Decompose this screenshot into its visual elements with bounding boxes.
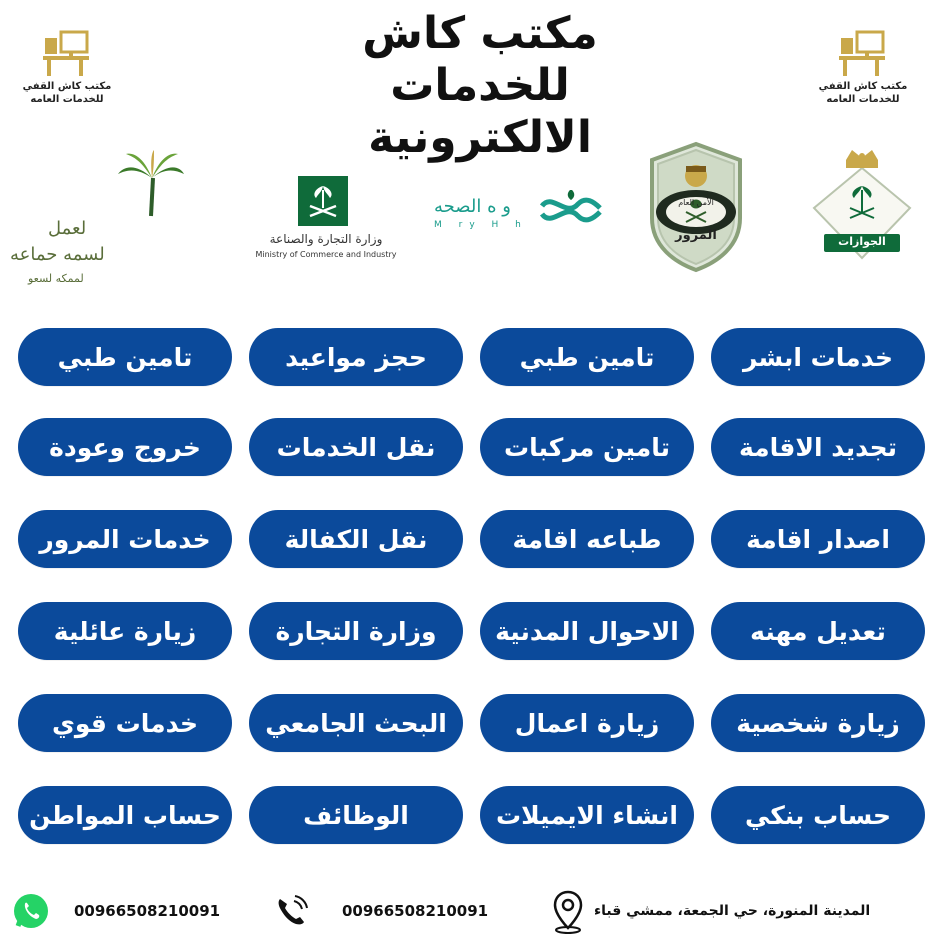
- health-ministry-logo: [430, 186, 606, 236]
- service-button[interactable]: تجديد الاقامة: [711, 418, 925, 476]
- service-button[interactable]: الاحوال المدنية: [480, 602, 694, 660]
- health-arabic-name: و ه الصحه: [434, 196, 511, 217]
- logo-caption-1: مكتب كاش القفي: [22, 81, 112, 92]
- passports-label: الجوازات: [838, 235, 886, 248]
- logo-caption-2: للخدمات العامه: [30, 94, 104, 105]
- health-ministry-icon: [538, 188, 604, 232]
- service-button[interactable]: طباعه اقامة: [480, 510, 694, 568]
- logo-caption-1: مكتب كاش القفي: [818, 81, 908, 92]
- service-button[interactable]: اصدار اقامة: [711, 510, 925, 568]
- service-button[interactable]: حساب المواطن: [18, 786, 232, 844]
- office-desk-icon: [835, 28, 891, 80]
- phone-icon: [272, 891, 312, 931]
- logo-caption-2: للخدمات العامه: [826, 94, 900, 105]
- address-info: [550, 883, 870, 938]
- phone-contact[interactable]: [272, 883, 488, 938]
- service-button[interactable]: البحث الجامعي: [249, 694, 463, 752]
- service-button[interactable]: تامين مركبات: [480, 418, 694, 476]
- office-logo-right: [818, 28, 908, 110]
- whatsapp-contact[interactable]: [12, 883, 220, 938]
- traffic-shield-icon: [642, 140, 750, 274]
- service-button[interactable]: تامين طبي: [480, 328, 694, 386]
- service-button[interactable]: تامين طبي: [18, 328, 232, 386]
- location-pin-icon: [550, 888, 586, 934]
- service-button[interactable]: خدمات المرور: [18, 510, 232, 568]
- health-latin-name: M ry H h: [434, 220, 528, 230]
- service-button[interactable]: حساب بنكي: [711, 786, 925, 844]
- service-button[interactable]: وزارة التجارة: [249, 602, 463, 660]
- service-button[interactable]: تعديل مهنه: [711, 602, 925, 660]
- office-desk-icon: [39, 28, 95, 80]
- service-button[interactable]: زيارة عائلية: [18, 602, 232, 660]
- service-button[interactable]: نقل الخدمات: [249, 418, 463, 476]
- whatsapp-icon: [12, 892, 50, 930]
- address-text: المدينة المنورة، حي الجمعة، ممشي قباء: [594, 902, 871, 919]
- service-button[interactable]: خدمات ابشر: [711, 328, 925, 386]
- palm-tree-icon: [116, 148, 186, 218]
- page-title: [270, 8, 690, 164]
- office-logo-left: [22, 28, 112, 110]
- labor-line-3: لممكه لسعو: [28, 272, 84, 285]
- service-button[interactable]: زيارة اعمال: [480, 694, 694, 752]
- commerce-ministry-logo: [252, 176, 400, 266]
- contact-footer: [0, 883, 938, 938]
- labor-line-2: لسمه حماعه: [10, 244, 105, 265]
- labor-line-1: لعمل: [48, 218, 87, 239]
- service-button[interactable]: حجز مواعيد: [249, 328, 463, 386]
- saudi-emblem-icon: [298, 176, 348, 226]
- service-button[interactable]: خدمات قوي: [18, 694, 232, 752]
- service-button[interactable]: انشاء الايميلات: [480, 786, 694, 844]
- phone-number: 00966508210091: [342, 901, 489, 920]
- traffic-top-text: الأمن العام: [678, 198, 714, 207]
- commerce-arabic-name: وزارة التجارة والصناعة: [269, 232, 383, 246]
- service-button[interactable]: خروج وعودة: [18, 418, 232, 476]
- whatsapp-number: 00966508210091: [74, 901, 221, 920]
- title-line-2: الالكترونية: [368, 112, 592, 163]
- title-line-1: مكتب كاش للخدمات: [362, 8, 598, 111]
- traffic-department-logo: [642, 140, 750, 274]
- service-button[interactable]: نقل الكفالة: [249, 510, 463, 568]
- labor-ministry-logo: [8, 148, 178, 293]
- service-button[interactable]: الوظائف: [249, 786, 463, 844]
- traffic-bottom-text: المرور: [675, 228, 717, 243]
- service-button[interactable]: زيارة شخصية: [711, 694, 925, 752]
- passports-department-logo: [806, 146, 918, 264]
- commerce-english-name: Ministry of Commerce and Industry: [255, 250, 397, 259]
